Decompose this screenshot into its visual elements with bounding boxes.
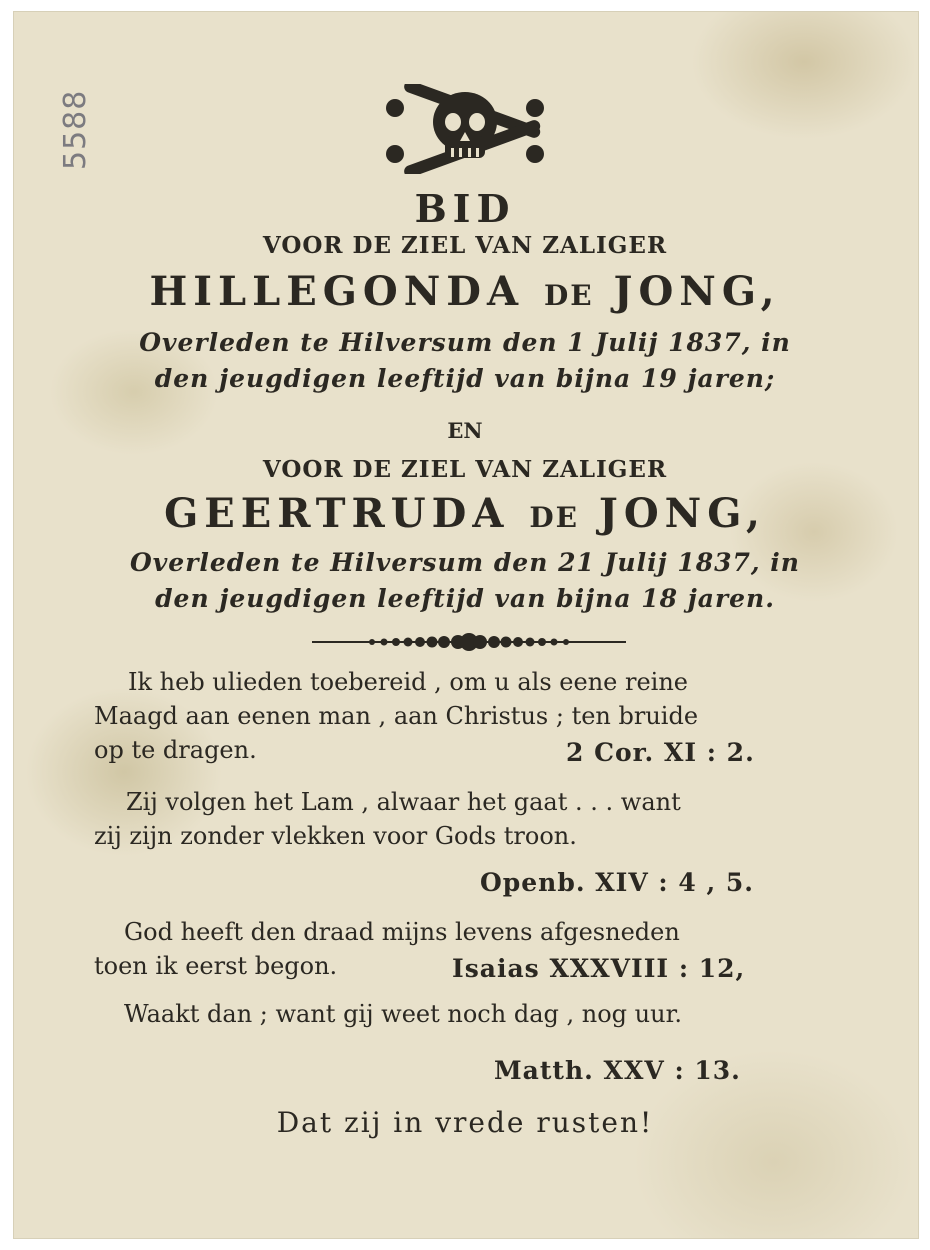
verse-3-reference: Isaias XXXVIII : 12,	[452, 954, 746, 983]
conjunction: EN	[447, 418, 483, 443]
name-2-mid: DE	[529, 501, 579, 534]
name-1-mid: DE	[543, 279, 594, 312]
name-1-last: JONG,	[613, 268, 781, 315]
name-2	[0, 490, 930, 537]
name-2-first: GEERTRUDA	[164, 490, 510, 537]
died-2-line2: den jeugdigen leeftijd van bijna 18 jaren.	[155, 584, 775, 613]
verse-1-reference: 2 Cor. XI : 2.	[566, 738, 755, 767]
verse-3-line1: God heeft den draad mijns levens afgesneden	[124, 918, 680, 946]
name-2-last: JONG,	[598, 490, 766, 537]
died-1-line1: Overleden te Hilversum den 1 Julij 1837, in	[139, 328, 791, 357]
verse-4-line1: Waakt dan ; want gij weet noch dag , nog uur.	[124, 1000, 683, 1028]
verse-3-line2: toen ik eerst begon.	[94, 952, 338, 980]
ornament-divider	[312, 632, 626, 652]
verse-1-line2: Maagd aan eenen man , aan Christus ; ten bruide	[94, 702, 699, 730]
verse-2-reference: Openb. XIV : 4 , 5.	[480, 868, 754, 897]
verse-2-line1: Zij volgen het Lam , alwaar het gaat . . . want	[126, 788, 681, 816]
verse-2-line2: zij zijn zonder vlekken voor Gods troon.	[94, 822, 577, 850]
prayer-title: BID	[414, 186, 516, 231]
died-2-line1: Overleden te Hilversum den 21 Julij 1837, in	[129, 548, 800, 577]
verse-1-line3: op te dragen.	[94, 736, 257, 764]
subheading-1: VOOR DE ZIEL VAN ZALIGER	[262, 232, 668, 259]
verse-4-reference: Matth. XXV : 13.	[494, 1056, 741, 1085]
died-1-line2: den jeugdigen leeftijd van bijna 19 jaren;	[154, 364, 776, 393]
name-1-first: HILLEGONDA	[149, 268, 525, 315]
name-1	[0, 268, 930, 315]
skull-crossbones-icon	[385, 84, 545, 174]
verse-1-line1: Ik heb ulieden toebereid , om u als eene reine	[128, 668, 688, 696]
subheading-2: VOOR DE ZIEL VAN ZALIGER	[262, 456, 668, 483]
closing-blessing: Dat zij in vrede rusten!	[276, 1106, 654, 1139]
catalog-number: 5588	[58, 89, 93, 170]
